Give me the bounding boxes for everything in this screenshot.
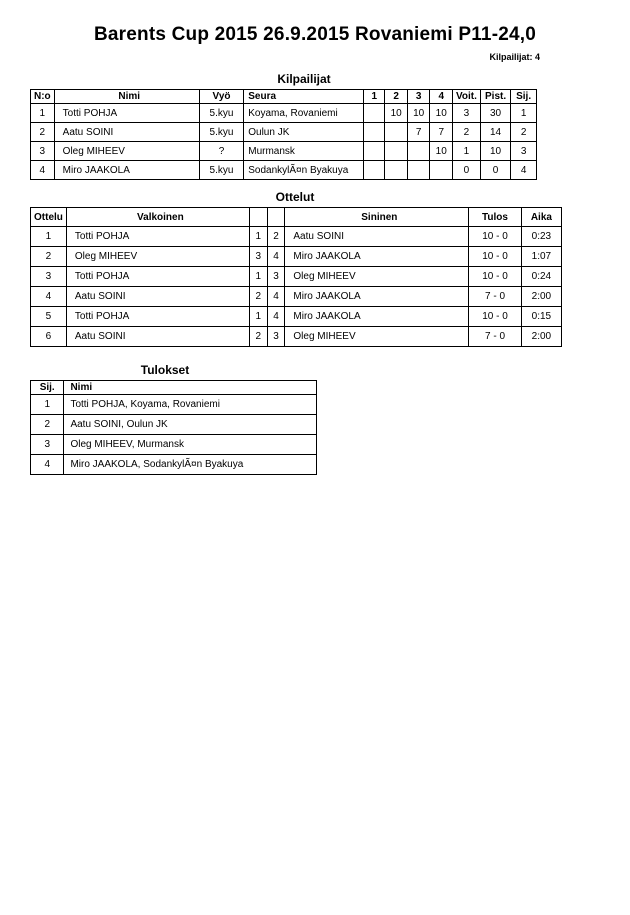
cell-result: 10 - 0 [469, 267, 521, 287]
column-header-wins: Voit. [452, 90, 480, 104]
column-header-result: Tulos [469, 208, 521, 227]
cell-white-no: 1 [249, 307, 267, 327]
column-header-m1: 1 [364, 90, 385, 104]
column-header-time: Aika [521, 208, 561, 227]
cell-white: Totti POHJA [66, 227, 249, 247]
column-header-rank: Sij. [511, 90, 537, 104]
column-header-no: N:o [31, 90, 55, 104]
column-header-belt: Vyö [199, 90, 243, 104]
cell-m4: 10 [430, 104, 453, 123]
cell-no: 1 [31, 104, 55, 123]
cell-m4: 10 [430, 142, 453, 161]
cell-time: 0:24 [521, 267, 561, 287]
cell-blue: Aatu SOINI [285, 227, 469, 247]
cell-rank: 2 [31, 415, 64, 435]
table-row [31, 415, 317, 435]
column-header-rank: Sij. [31, 381, 64, 395]
cell-m3 [407, 142, 430, 161]
column-header-name: Nimi [64, 381, 317, 395]
cell-white: Totti POHJA [66, 267, 249, 287]
cell-blue: Oleg MIHEEV [285, 327, 469, 347]
cell-name: Totti POHJA, Koyama, Rovaniemi [64, 395, 317, 415]
table-row [31, 227, 562, 247]
column-header-m3: 3 [407, 90, 430, 104]
matches-table [30, 207, 562, 347]
cell-blue: Miro JAAKOLA [285, 287, 469, 307]
cell-result: 10 - 0 [469, 307, 521, 327]
column-header-club: Seura [244, 90, 364, 104]
competitors-table [30, 89, 537, 180]
cell-rank: 3 [31, 435, 64, 455]
cell-match: 4 [31, 287, 67, 307]
cell-club: Koyama, Rovaniemi [244, 104, 364, 123]
column-header-white-no [249, 208, 267, 227]
cell-m3: 7 [407, 123, 430, 142]
table-row [31, 395, 317, 415]
column-header-blue: Sininen [285, 208, 469, 227]
table-row [31, 307, 562, 327]
table-row [31, 123, 537, 142]
cell-belt: ? [199, 142, 243, 161]
cell-m1 [364, 123, 385, 142]
table-row [31, 142, 537, 161]
table-header-row [31, 381, 317, 395]
cell-blue-no: 2 [267, 227, 285, 247]
results-table [30, 380, 317, 475]
table-header-row [31, 90, 537, 104]
cell-match: 2 [31, 247, 67, 267]
cell-no: 3 [31, 142, 55, 161]
cell-white: Aatu SOINI [66, 327, 249, 347]
cell-name: Totti POHJA [54, 104, 199, 123]
cell-match: 6 [31, 327, 67, 347]
cell-match: 5 [31, 307, 67, 327]
cell-rank: 4 [31, 455, 64, 475]
cell-result: 10 - 0 [469, 227, 521, 247]
cell-name: Aatu SOINI [54, 123, 199, 142]
cell-m1 [364, 142, 385, 161]
column-header-points: Pist. [480, 90, 510, 104]
cell-white: Totti POHJA [66, 307, 249, 327]
cell-rank: 1 [511, 104, 537, 123]
cell-m2 [385, 142, 408, 161]
cell-wins: 2 [452, 123, 480, 142]
table-row [31, 247, 562, 267]
cell-m2 [385, 123, 408, 142]
cell-m1 [364, 104, 385, 123]
cell-m4: 7 [430, 123, 453, 142]
cell-white-no: 2 [249, 327, 267, 347]
cell-name: Oleg MIHEEV, Murmansk [64, 435, 317, 455]
cell-white: Oleg MIHEEV [66, 247, 249, 267]
cell-club: Murmansk [244, 142, 364, 161]
table-row [31, 104, 537, 123]
cell-m2: 10 [385, 104, 408, 123]
cell-white-no: 1 [249, 267, 267, 287]
cell-time: 1:07 [521, 247, 561, 267]
cell-points: 0 [480, 161, 510, 180]
cell-belt: 5.kyu [199, 104, 243, 123]
cell-time: 0:15 [521, 307, 561, 327]
cell-time: 0:23 [521, 227, 561, 247]
cell-points: 10 [480, 142, 510, 161]
cell-time: 2:00 [521, 287, 561, 307]
section-heading-results: Tulokset [140, 363, 190, 377]
cell-no: 4 [31, 161, 55, 180]
table-row [31, 435, 317, 455]
column-header-name: Nimi [54, 90, 199, 104]
cell-rank: 2 [511, 123, 537, 142]
cell-result: 10 - 0 [469, 247, 521, 267]
cell-rank: 3 [511, 142, 537, 161]
cell-match: 1 [31, 227, 67, 247]
section-heading-matches: Ottelut [275, 190, 315, 204]
section-heading-competitors: Kilpailijat [277, 72, 331, 86]
table-row [31, 161, 537, 180]
column-header-m2: 2 [385, 90, 408, 104]
table-row [31, 455, 317, 475]
page-title: Barents Cup 2015 26.9.2015 Rovaniemi P11-24,0 [93, 24, 537, 45]
cell-rank: 4 [511, 161, 537, 180]
cell-name: Miro JAAKOLA, SodankylÃ¤n Byakuya [64, 455, 317, 475]
cell-blue: Miro JAAKOLA [285, 307, 469, 327]
cell-name: Aatu SOINI, Oulun JK [64, 415, 317, 435]
cell-m1 [364, 161, 385, 180]
cell-name: Miro JAAKOLA [54, 161, 199, 180]
cell-m3: 10 [407, 104, 430, 123]
cell-white-no: 2 [249, 287, 267, 307]
cell-white: Aatu SOINI [66, 287, 249, 307]
cell-points: 30 [480, 104, 510, 123]
cell-blue: Oleg MIHEEV [285, 267, 469, 287]
table-row [31, 327, 562, 347]
column-header-blue-no [267, 208, 285, 227]
cell-blue: Miro JAAKOLA [285, 247, 469, 267]
table-header-row [31, 208, 562, 227]
cell-match: 3 [31, 267, 67, 287]
cell-time: 2:00 [521, 327, 561, 347]
cell-blue-no: 4 [267, 287, 285, 307]
cell-blue-no: 4 [267, 307, 285, 327]
table-row [31, 267, 562, 287]
cell-belt: 5.kyu [199, 161, 243, 180]
cell-name: Oleg MIHEEV [54, 142, 199, 161]
cell-blue-no: 4 [267, 247, 285, 267]
cell-wins: 1 [452, 142, 480, 161]
cell-result: 7 - 0 [469, 327, 521, 347]
cell-club: Oulun JK [244, 123, 364, 142]
cell-no: 2 [31, 123, 55, 142]
cell-white-no: 1 [249, 227, 267, 247]
cell-m2 [385, 161, 408, 180]
column-header-white: Valkoinen [66, 208, 249, 227]
competitors-count: Kilpailijat: 4 [489, 52, 540, 62]
cell-blue-no: 3 [267, 267, 285, 287]
cell-m4 [430, 161, 453, 180]
column-header-m4: 4 [430, 90, 453, 104]
cell-belt: 5.kyu [199, 123, 243, 142]
column-header-match: Ottelu [31, 208, 67, 227]
tournament-result-page [0, 24, 630, 915]
cell-club: SodankylÃ¤n Byakuya [244, 161, 364, 180]
cell-white-no: 3 [249, 247, 267, 267]
cell-wins: 3 [452, 104, 480, 123]
cell-rank: 1 [31, 395, 64, 415]
cell-m3 [407, 161, 430, 180]
cell-points: 14 [480, 123, 510, 142]
table-row [31, 287, 562, 307]
cell-result: 7 - 0 [469, 287, 521, 307]
cell-wins: 0 [452, 161, 480, 180]
cell-blue-no: 3 [267, 327, 285, 347]
